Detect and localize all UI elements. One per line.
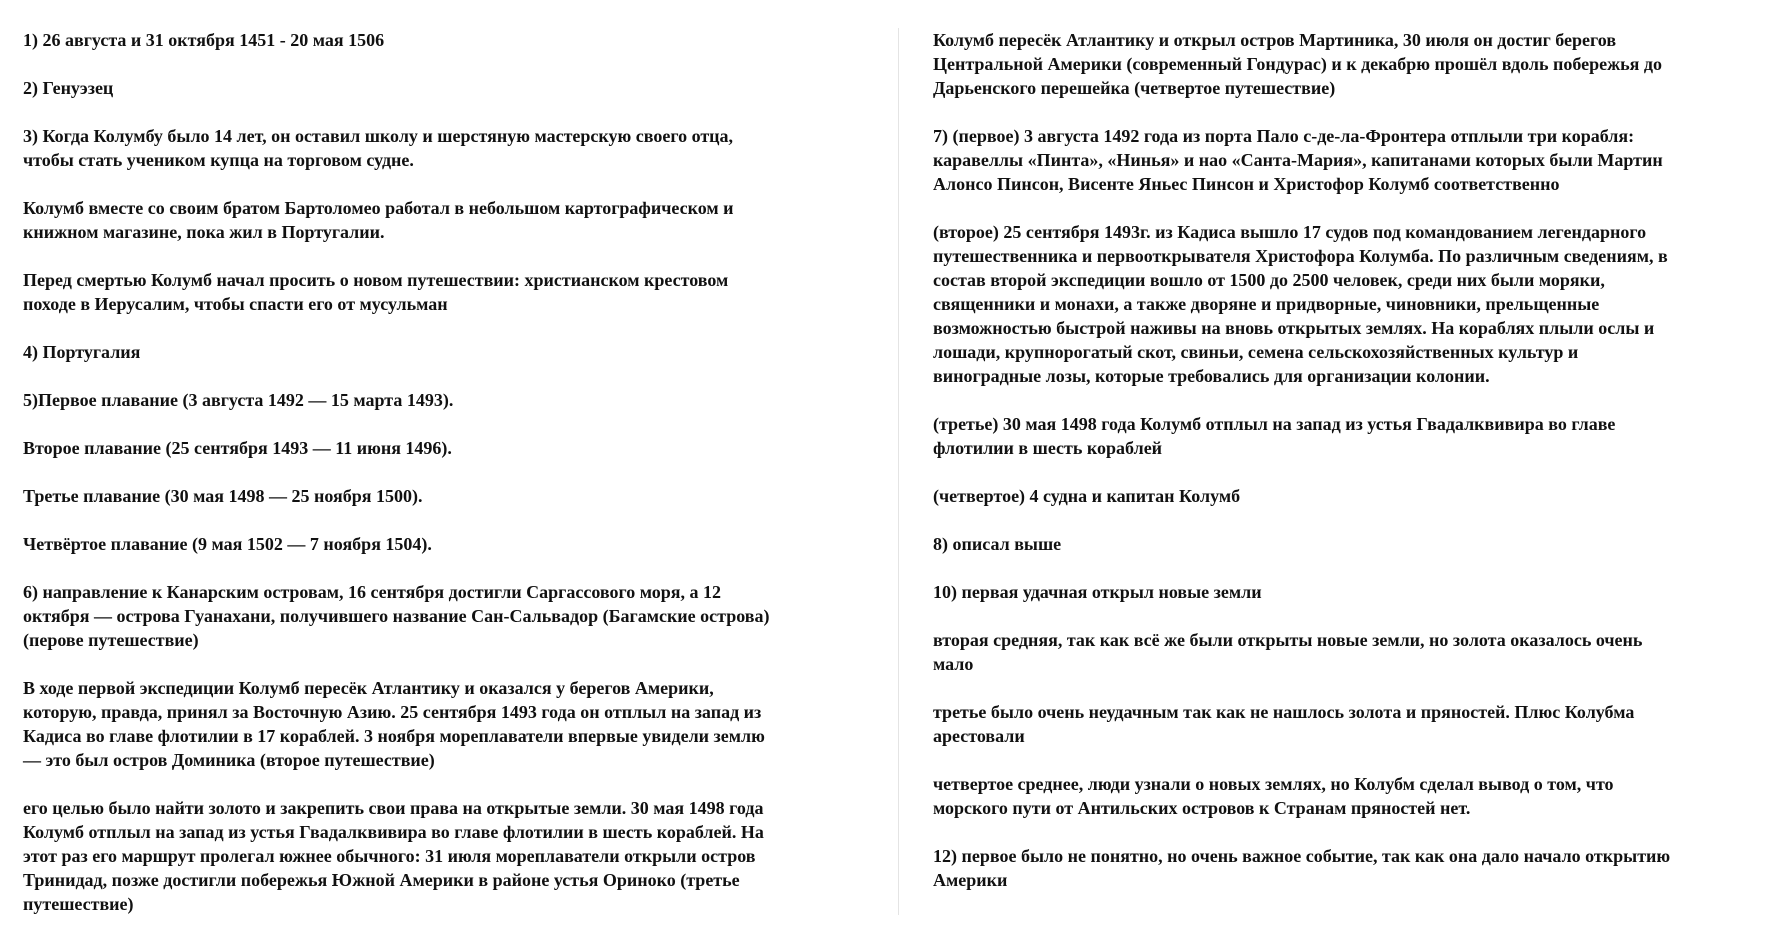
text-line: Тринидад, позже достигли побережья Южной Америки в районе устья Ориноко (третье — [23, 870, 740, 890]
text-line: 1) 26 августа и 31 октября 1451 - 20 мая 1506 — [23, 30, 385, 50]
text-line: — это был остров Доминика (второе путешествие) — [23, 750, 435, 770]
paragraph — [23, 268, 883, 316]
text-line: возможностью быстрой наживы на вновь открытых землях. На кораблях плыли ослы и — [933, 318, 1655, 338]
text-line: Центральной Америки (современный Гондурас) и к декабрю прошёл вдоль побережья до — [933, 54, 1662, 74]
text-line: октября — острова Гуанахани, получившего название Сан-Сальвадор (Багамские острова) — [23, 606, 770, 626]
paragraph — [933, 580, 1763, 604]
text-line: путешествие) — [23, 894, 134, 914]
text-line: четвертое среднее, люди узнали о новых землях, но Колубм сделал вывод о том, что — [933, 774, 1614, 794]
paragraph — [933, 484, 1763, 508]
text-line: священники и монахи, а также дворяне и придворные, чиновники, прельщенные — [933, 294, 1600, 314]
text-line: вторая средняя, так как всё же были открыты новые земли, но золота оказалось очень — [933, 630, 1643, 650]
text-line: 3) Когда Колумбу было 14 лет, он оставил школу и шерстяную мастерскую своего отца, — [23, 126, 734, 146]
text-line: (четвертое) 4 судна и капитан Колумб — [933, 486, 1241, 506]
paragraph — [933, 124, 1763, 196]
text-line: Второе плавание (25 сентября 1493 — 11 июня 1496). — [23, 438, 452, 458]
paragraph — [23, 76, 883, 100]
text-line: Кадиса во главе флотилии в 17 кораблей. 3 ноября мореплаватели впервые увидели землю — [23, 726, 765, 746]
text-line: Колумб вместе со своим братом Бартоломео работал в небольшом картографическом и — [23, 198, 734, 218]
text-line: морского пути от Антильских островов к Странам пряностей нет. — [933, 798, 1471, 818]
paragraph — [933, 844, 1763, 892]
text-line: состав второй экспедиции вошло от 1500 до 2500 человек, среди них были моряки, — [933, 270, 1605, 290]
text-line: путешественника и первооткрывателя Христофора Колумба. По различным сведениям, в — [933, 246, 1668, 266]
paragraph — [933, 700, 1763, 748]
text-line: (перове путешествие) — [23, 630, 199, 650]
left-column — [23, 28, 883, 940]
text-line: его целью было найти золото и закрепить свои права на открытые земли. 30 мая 1498 года — [23, 798, 764, 818]
text-line: 8) описал выше — [933, 534, 1062, 554]
paragraph — [23, 436, 883, 460]
paragraph — [23, 340, 883, 364]
paragraph — [933, 772, 1763, 820]
paragraph — [23, 388, 883, 412]
paragraph — [23, 676, 883, 772]
text-line: Третье плавание (30 мая 1498 — 25 ноября 1500). — [23, 486, 423, 506]
text-line: 12) первое было не понятно, но очень важное событие, так как она дало начало открытию — [933, 846, 1671, 866]
text-line: чтобы стать учеником купца на торговом судне. — [23, 150, 414, 170]
text-line: В ходе первой экспедиции Колумб пересёк Атлантику и оказался у берегов Америки, — [23, 678, 714, 698]
text-line: Перед смертью Колумб начал просить о новом путешествии: христианском крестовом — [23, 270, 729, 290]
text-line: Колумб отплыл на запад из устья Гвадалквивира во главе флотилии в шесть кораблей. На — [23, 822, 764, 842]
text-line: 7) (первое) 3 августа 1492 года из порта Пало с-де-ла-Фронтера отплыли три корабля: — [933, 126, 1635, 146]
paragraph — [23, 28, 883, 52]
paragraph — [23, 196, 883, 244]
text-line: Америки — [933, 870, 1008, 890]
text-line: (третье) 30 мая 1498 года Колумб отплыл на запад из устья Гвадалквивира во главе — [933, 414, 1616, 434]
text-line: 4) Португалия — [23, 342, 141, 362]
paragraph — [933, 412, 1763, 460]
text-line: которую, правда, принял за Восточную Азию. 25 сентября 1493 года он отплыл на запад из — [23, 702, 762, 722]
text-line: арестовали — [933, 726, 1025, 746]
paragraph — [933, 532, 1763, 556]
text-line: Дарьенского перешейка (четвертое путешествие) — [933, 78, 1336, 98]
text-line: каравеллы «Пинта», «Нинья» и нао «Санта-Мария», капитанами которых были Мартин — [933, 150, 1663, 170]
text-line: флотилии в шесть кораблей — [933, 438, 1163, 458]
text-line: 6) направление к Канарским островам, 16 сентября достигли Саргассового моря, а 12 — [23, 582, 721, 602]
paragraph — [23, 484, 883, 508]
paragraph — [23, 796, 883, 916]
text-line: Алонсо Пинсон, Висенте Яньес Пинсон и Христофор Колумб соответственно — [933, 174, 1560, 194]
text-line: виноградные лозы, которые требовались для организации колонии. — [933, 366, 1490, 386]
paragraph — [23, 124, 883, 172]
text-line: 2) Генуэзец — [23, 78, 114, 98]
paragraph — [23, 532, 883, 556]
text-line: (второе) 25 сентября 1493г. из Кадиса вышло 17 судов под командованием легендарного — [933, 222, 1647, 242]
text-line: книжном магазине, пока жил в Португалии. — [23, 222, 385, 242]
paragraph — [23, 580, 883, 652]
text-line: Колумб пересёк Атлантику и открыл остров Мартиника, 30 июля он достиг берегов — [933, 30, 1617, 50]
text-line: третье было очень неудачным так как не нашлось золота и пряностей. Плюс Колубма — [933, 702, 1635, 722]
text-line: 10) первая удачная открыл новые земли — [933, 582, 1262, 602]
text-line: Четвёртое плавание (9 мая 1502 — 7 ноября 1504). — [23, 534, 432, 554]
text-line: 5)Первое плавание (3 августа 1492 — 15 марта 1493). — [23, 390, 454, 410]
paragraph — [933, 28, 1763, 100]
paragraph — [933, 220, 1763, 388]
column-divider — [898, 28, 899, 915]
text-line: мало — [933, 654, 974, 674]
paragraph — [933, 628, 1763, 676]
text-line: походе в Иерусалим, чтобы спасти его от мусульман — [23, 294, 448, 314]
text-line: лошади, крупнорогатый скот, свиньи, семена сельскохозяйственных культур и — [933, 342, 1579, 362]
text-line: этот раз его маршрут пролегал южнее обычного: 31 июля мореплаватели открыли остров — [23, 846, 756, 866]
right-column — [933, 28, 1763, 916]
